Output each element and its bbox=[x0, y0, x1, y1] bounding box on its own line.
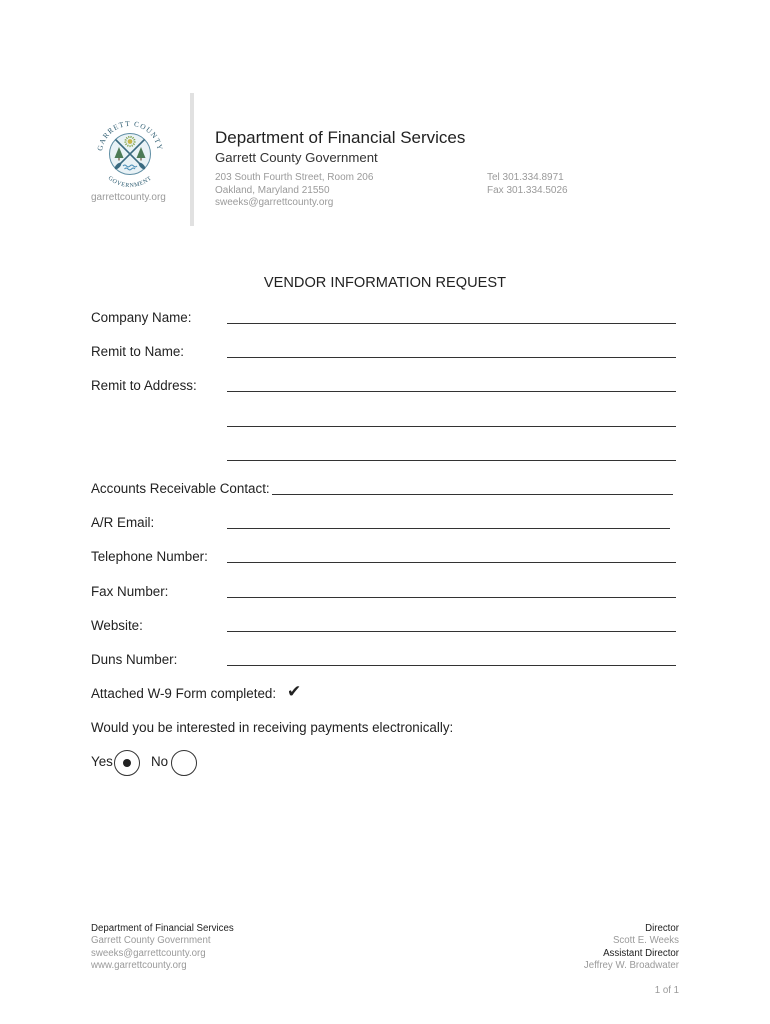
remit-to-address-field-line-2[interactable] bbox=[227, 412, 676, 427]
electronic-payments-options bbox=[91, 752, 691, 786]
address-street: 203 South Fourth Street, Room 206 bbox=[215, 172, 374, 183]
website-label: Website: bbox=[91, 617, 143, 633]
seal-top-text: GARRETT COUNTY bbox=[95, 118, 165, 152]
header-address bbox=[215, 172, 373, 210]
ar-email-row bbox=[91, 513, 691, 547]
company-name-label: Company Name: bbox=[91, 310, 192, 325]
ar-contact-row bbox=[91, 479, 691, 513]
fax-field[interactable] bbox=[227, 583, 676, 598]
remit-to-address-row-2 bbox=[91, 411, 691, 445]
option-yes-label: Yes bbox=[91, 754, 113, 770]
footer-website: www.garrettcounty.org bbox=[91, 959, 187, 971]
footer-department: Department of Financial Services bbox=[91, 923, 234, 934]
electronic-payments-question-row bbox=[91, 718, 691, 752]
department-title: Department of Financial Services bbox=[215, 128, 466, 147]
company-name-field[interactable] bbox=[227, 309, 676, 324]
electronic-payments-question: Would you be interested in receiving payments electronically: bbox=[91, 720, 454, 736]
address-email: sweeks@garrettcounty.org bbox=[215, 197, 334, 208]
option-no-label: No bbox=[151, 754, 169, 770]
remit-to-name-field[interactable] bbox=[227, 343, 676, 358]
ar-contact-field[interactable] bbox=[272, 480, 673, 495]
header-divider bbox=[190, 93, 194, 226]
company-name-row bbox=[91, 308, 691, 342]
remit-to-address-field-line-1[interactable] bbox=[227, 377, 676, 392]
duns-label: Duns Number: bbox=[91, 651, 178, 667]
remit-to-address-label: Remit to Address: bbox=[91, 378, 197, 394]
fax-label: Fax Number: bbox=[91, 583, 169, 599]
fax-row bbox=[91, 582, 691, 616]
director-title: Director bbox=[645, 923, 679, 934]
header-telephone: Tel 301.334.8971 bbox=[487, 172, 564, 183]
county-seal-logo bbox=[92, 116, 168, 192]
ar-contact-label: Accounts Receivable Contact: bbox=[91, 480, 270, 496]
w9-label: Attached W-9 Form completed: bbox=[91, 686, 277, 702]
address-city: Oakland, Maryland 21550 bbox=[215, 184, 330, 196]
header-phone-fax bbox=[487, 172, 568, 197]
remit-to-name-row bbox=[91, 342, 691, 376]
website-field[interactable] bbox=[227, 617, 676, 632]
header-website: garrettcounty.org bbox=[91, 192, 166, 203]
footer-contact bbox=[91, 923, 234, 972]
footer-organization: Garrett County Government bbox=[91, 935, 211, 947]
assistant-director-title: Assistant Director bbox=[603, 947, 679, 959]
remit-to-address-field-line-3[interactable] bbox=[227, 446, 676, 461]
remit-to-address-row-3 bbox=[91, 445, 691, 479]
footer-staff bbox=[584, 923, 679, 972]
duns-row bbox=[91, 650, 691, 684]
seal-bottom-text: GOVERNMENT bbox=[106, 175, 154, 190]
footer-email: sweeks@garrettcounty.org bbox=[91, 947, 206, 959]
remit-to-address-row bbox=[91, 376, 691, 410]
page-number: 1 of 1 bbox=[654, 985, 679, 996]
vendor-form bbox=[91, 308, 691, 787]
assistant-director-name: Jeffrey W. Broadwater bbox=[583, 959, 679, 971]
telephone-row bbox=[91, 547, 691, 581]
w9-row bbox=[91, 684, 691, 718]
remit-to-name-label: Remit to Name: bbox=[91, 344, 185, 360]
option-no-radio[interactable] bbox=[171, 750, 197, 776]
ar-email-label: A/R Email: bbox=[91, 515, 155, 531]
header-fax: Fax 301.334.5026 bbox=[487, 184, 568, 196]
seal-bottom-lettering bbox=[107, 176, 153, 190]
organization-name: Garrett County Government bbox=[215, 150, 378, 165]
ar-email-field[interactable] bbox=[227, 514, 670, 529]
telephone-label: Telephone Number: bbox=[91, 549, 208, 565]
w9-completed-checkbox[interactable]: ✔ bbox=[287, 682, 302, 703]
website-row bbox=[91, 616, 691, 650]
director-name: Scott E. Weeks bbox=[612, 935, 679, 947]
telephone-field[interactable] bbox=[227, 548, 676, 563]
document-title: VENDOR INFORMATION REQUEST bbox=[263, 275, 507, 291]
option-yes-radio[interactable] bbox=[114, 750, 140, 776]
duns-field[interactable] bbox=[227, 651, 676, 666]
